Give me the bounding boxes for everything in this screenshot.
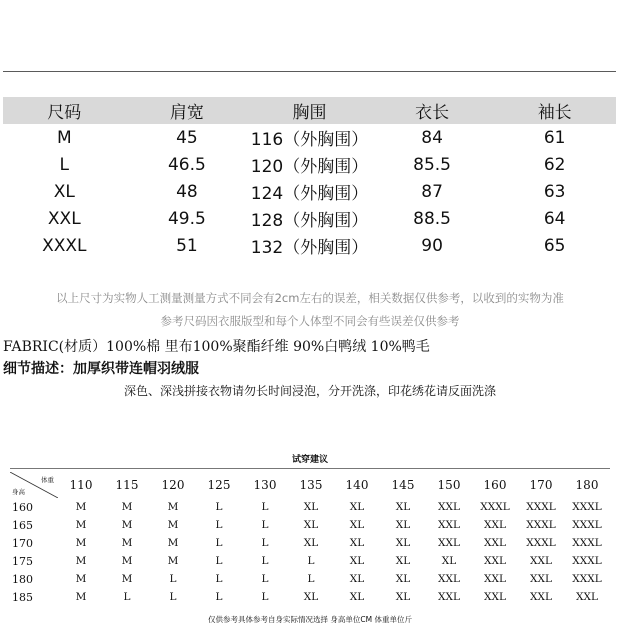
fit-size-cell: L: [215, 573, 223, 585]
fit-size-cell: XL: [395, 537, 411, 549]
size-cell-shoulder: 51: [176, 235, 198, 256]
fit-header-row: [10, 472, 610, 498]
height-value: 185: [12, 590, 33, 604]
size-row: [3, 232, 616, 259]
size-cell-chest: 132（外胸围）: [250, 238, 369, 258]
fit-size-cell: XL: [349, 519, 365, 531]
weight-header: 180: [575, 478, 599, 492]
size-cell-size: XXL: [47, 208, 81, 229]
fit-size-cell: XXL: [530, 555, 552, 567]
fit-size-cell: XXL: [530, 591, 552, 603]
fit-size-cell: M: [121, 573, 133, 585]
fit-size-cell: XL: [303, 519, 319, 531]
size-row: [3, 124, 616, 151]
size-cell-sleeve: 61: [543, 127, 566, 148]
fit-size-cell: L: [169, 573, 177, 585]
fit-size-cell: XXXL: [480, 501, 510, 513]
fit-size-cell: L: [307, 555, 315, 567]
fit-size-cell: XL: [349, 573, 365, 585]
fit-size-cell: L: [215, 519, 223, 531]
fit-size-cell: XL: [349, 537, 365, 549]
weight-header: 110: [69, 478, 93, 492]
size-cell-length: 90: [421, 235, 443, 256]
fit-size-cell: L: [261, 519, 269, 531]
fit-size-cell: M: [167, 555, 179, 567]
fit-corner-cell: [10, 472, 58, 498]
fit-row: [10, 534, 610, 552]
fit-size-cell: XXXL: [572, 555, 602, 567]
fit-size-cell: L: [215, 591, 223, 603]
height-value: 165: [12, 518, 33, 532]
fit-size-cell: XXL: [530, 573, 552, 585]
fit-size-cell: L: [261, 501, 269, 513]
header-size: 尺码: [3, 97, 126, 124]
size-row: [3, 205, 616, 232]
size-row: [3, 178, 616, 205]
fit-size-cell: M: [121, 537, 133, 549]
header-length: 衣长: [371, 97, 494, 124]
size-cell-sleeve: 62: [543, 154, 566, 175]
fit-row: [10, 570, 610, 588]
fit-size-cell: L: [307, 573, 315, 585]
size-cell-sleeve: 65: [543, 235, 566, 256]
fit-size-cell: M: [75, 591, 87, 603]
size-cell-sleeve: 64: [543, 208, 566, 229]
fit-size-cell: XXL: [484, 555, 506, 567]
fit-size-cell: XXL: [576, 591, 598, 603]
fit-size-cell: M: [121, 555, 133, 567]
height-value: 160: [12, 500, 33, 514]
fit-size-cell: L: [261, 591, 269, 603]
fit-size-cell: M: [167, 501, 179, 513]
fit-size-cell: XL: [395, 591, 411, 603]
fit-row: [10, 516, 610, 534]
fit-size-cell: XXXL: [572, 537, 602, 549]
height-value: 170: [12, 536, 33, 550]
size-cell-size: M: [56, 127, 72, 148]
size-cell-shoulder: 46.5: [167, 154, 206, 175]
size-row: [3, 151, 616, 178]
fit-size-cell: XL: [303, 591, 319, 603]
fit-size-cell: XL: [395, 501, 411, 513]
fit-size-cell: XL: [303, 501, 319, 513]
fit-row: [10, 588, 610, 606]
fit-size-cell: XL: [395, 519, 411, 531]
wash-instructions: 深色、深浅拼接衣物请勿长时间浸泡，分开洗涤，印花绣花请反面洗涤: [123, 384, 496, 398]
weight-header: 135: [299, 478, 323, 492]
size-cell-chest: 120（外胸围）: [250, 157, 369, 177]
fit-size-cell: XL: [349, 555, 365, 567]
fit-size-cell: L: [261, 537, 269, 549]
fit-size-cell: XXL: [438, 537, 460, 549]
height-value: 175: [12, 554, 33, 568]
fit-size-cell: M: [121, 501, 133, 513]
height-axis-label: 身高: [12, 488, 25, 496]
size-cell-shoulder: 45: [176, 127, 198, 148]
weight-axis-label: 体重: [41, 476, 54, 484]
fit-size-cell: M: [121, 519, 133, 531]
measurement-note: 以上尺寸为实物人工测量测量方式不同会有2cm左右的误差，相关数据仅供参考，以收到的实物为准: [56, 291, 564, 305]
fit-size-cell: XXL: [484, 573, 506, 585]
weight-header: 150: [437, 478, 461, 492]
fit-size-cell: L: [215, 501, 223, 513]
fit-size-cell: M: [75, 555, 87, 567]
weight-header: 125: [207, 478, 231, 492]
weight-header: 145: [391, 478, 415, 492]
fit-size-cell: XL: [349, 591, 365, 603]
fit-row: [10, 498, 610, 516]
weight-header: 120: [161, 478, 185, 492]
size-cell-chest: 124（外胸围）: [250, 184, 369, 204]
fit-size-cell: L: [261, 573, 269, 585]
fit-size-cell: XL: [303, 537, 319, 549]
fabric-composition: FABRIC(材质）100%棉 里布100%聚酯纤维 90%白鸭绒 10%鸭毛: [3, 339, 430, 355]
fit-size-cell: XXL: [438, 591, 460, 603]
header-chest: 胸围: [248, 97, 371, 124]
header-shoulder: 肩宽: [126, 97, 249, 124]
fit-size-cell: M: [167, 537, 179, 549]
fit-suggestion-note: 仅供参考具体参考自身实际情况选择 身高单位CM 体重单位斤: [208, 615, 412, 624]
weight-header: 160: [483, 478, 507, 492]
fit-size-cell: XL: [441, 555, 457, 567]
fit-suggestion-table: [10, 472, 610, 606]
fit-size-cell: XXL: [484, 537, 506, 549]
size-cell-sleeve: 63: [543, 181, 566, 202]
fit-size-cell: M: [167, 519, 179, 531]
fit-size-cell: L: [169, 591, 177, 603]
fit-size-cell: XXXL: [526, 519, 556, 531]
size-cell-length: 87: [421, 181, 443, 202]
weight-header: 115: [115, 478, 139, 492]
fit-size-cell: XXL: [438, 573, 460, 585]
size-cell-length: 85.5: [413, 154, 451, 175]
size-cell-length: 84: [421, 127, 443, 148]
size-reference-note: 参考尺码因衣服版型和每个人体型不同会有些误差仅供参考: [160, 314, 460, 328]
fit-size-cell: XL: [395, 573, 411, 585]
size-cell-shoulder: 48: [176, 181, 198, 202]
fit-size-cell: M: [75, 519, 87, 531]
weight-header: 140: [345, 478, 369, 492]
top-divider: [3, 71, 616, 72]
fit-divider: [10, 468, 610, 469]
weight-header: 130: [253, 478, 277, 492]
fit-size-cell: XXL: [484, 591, 506, 603]
fit-size-cell: L: [215, 537, 223, 549]
weight-header: 170: [529, 478, 553, 492]
fit-size-cell: XXXL: [526, 501, 556, 513]
fit-size-cell: L: [123, 591, 131, 603]
fit-size-cell: L: [215, 555, 223, 567]
fit-size-cell: M: [75, 573, 87, 585]
fit-suggestion-title: 试穿建议: [291, 455, 328, 465]
fit-size-cell: M: [75, 537, 87, 549]
fit-size-cell: XXXL: [572, 501, 602, 513]
fit-size-cell: L: [261, 555, 269, 567]
size-cell-size: L: [59, 154, 70, 175]
size-cell-size: XL: [53, 181, 75, 202]
fit-size-cell: XXL: [484, 519, 506, 531]
fit-size-cell: XXXL: [526, 537, 556, 549]
detail-description: 细节描述：加厚织带连帽羽绒服: [3, 361, 199, 377]
size-chart-table: [3, 97, 616, 259]
size-chart-header-row: [3, 97, 616, 124]
fit-size-cell: XL: [349, 501, 365, 513]
fit-size-cell: XXL: [438, 519, 460, 531]
size-cell-length: 88.5: [413, 208, 451, 229]
size-cell-shoulder: 49.5: [167, 208, 206, 229]
size-cell-chest: 128（外胸围）: [250, 211, 369, 231]
size-cell-size: XXXL: [42, 235, 87, 256]
height-value: 180: [12, 572, 33, 586]
fit-size-cell: XXL: [438, 501, 460, 513]
fit-size-cell: XXXL: [572, 519, 602, 531]
fit-row: [10, 552, 610, 570]
fit-size-cell: XXXL: [572, 573, 602, 585]
size-cell-chest: 116（外胸围）: [250, 130, 369, 150]
header-sleeve: 袖长: [493, 97, 616, 124]
fit-size-cell: XL: [395, 555, 411, 567]
fit-size-cell: M: [75, 501, 87, 513]
